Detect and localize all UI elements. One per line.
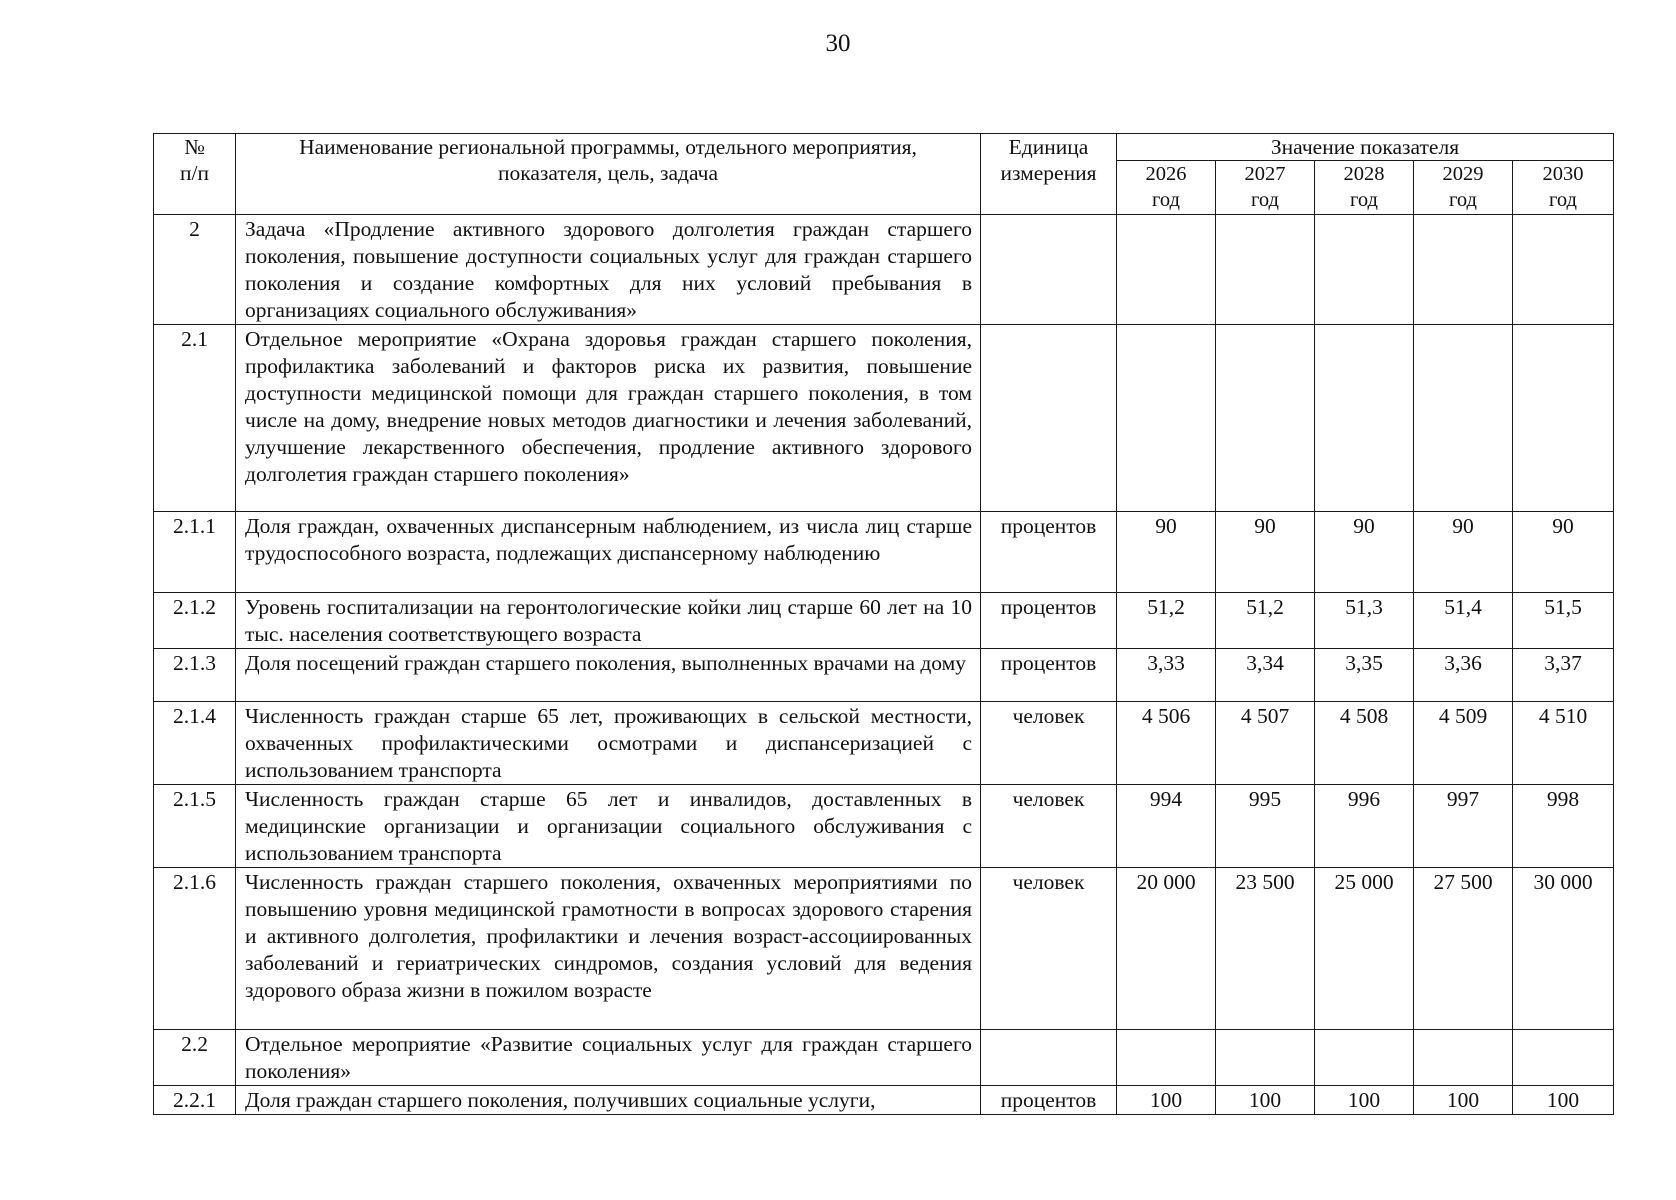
row-name: Доля посещений граждан старшего поколения, выполненных врачами на дому xyxy=(236,649,981,702)
row-value-2029 xyxy=(1414,215,1513,325)
header-num-line1: № xyxy=(184,135,205,159)
header-unit-line2: измерения xyxy=(1000,161,1097,185)
header-unit-line1: Единица xyxy=(1008,135,1089,159)
row-unit xyxy=(981,1030,1117,1086)
row-value-2029 xyxy=(1414,1030,1513,1086)
header-year-1 xyxy=(1216,161,1315,215)
row-value-2026: 3,33 xyxy=(1117,649,1216,702)
header-year-value: 2027 xyxy=(1244,163,1286,185)
header-year-suffix: год xyxy=(1449,189,1477,211)
header-year-value: 2029 xyxy=(1442,163,1484,185)
row-name: Численность граждан старше 65 лет, проживающих в сельской местности, охваченных профилактическими осмотрами и диспансеризацией с использованием транспорта xyxy=(236,702,981,785)
row-value-2026: 20 000 xyxy=(1117,868,1216,1030)
row-unit xyxy=(981,325,1117,512)
header-year-4 xyxy=(1513,161,1614,215)
header-year-suffix: год xyxy=(1350,189,1378,211)
row-value-2027: 90 xyxy=(1216,512,1315,593)
row-value-2028: 90 xyxy=(1315,512,1414,593)
row-value-2026: 4 506 xyxy=(1117,702,1216,785)
row-value-2027: 3,34 xyxy=(1216,649,1315,702)
row-value-2027: 23 500 xyxy=(1216,868,1315,1030)
table-row xyxy=(154,512,1614,593)
header-year-2 xyxy=(1315,161,1414,215)
row-value-2030 xyxy=(1513,1030,1614,1086)
row-value-2029: 3,36 xyxy=(1414,649,1513,702)
table-row xyxy=(154,785,1614,868)
row-unit xyxy=(981,215,1117,325)
row-value-2026: 994 xyxy=(1117,785,1216,868)
table-body xyxy=(154,215,1614,1115)
header-num xyxy=(154,134,236,215)
row-value-2028: 3,35 xyxy=(1315,649,1414,702)
table-row xyxy=(154,593,1614,649)
row-unit: человек xyxy=(981,702,1117,785)
row-value-2028 xyxy=(1315,325,1414,512)
row-value-2028: 51,3 xyxy=(1315,593,1414,649)
row-value-2029: 997 xyxy=(1414,785,1513,868)
header-year-suffix: год xyxy=(1549,189,1577,211)
header-year-value: 2030 xyxy=(1542,163,1584,185)
row-unit: процентов xyxy=(981,1086,1117,1115)
row-number: 2.1.6 xyxy=(154,868,236,1030)
indicators-table xyxy=(153,133,1614,1115)
row-value-2029: 4 509 xyxy=(1414,702,1513,785)
header-year-suffix: год xyxy=(1251,189,1279,211)
table-header xyxy=(154,134,1614,215)
row-name: Отдельное мероприятие «Развитие социальных услуг для граждан старшего поколения» xyxy=(236,1030,981,1086)
row-value-2028: 4 508 xyxy=(1315,702,1414,785)
row-unit: процентов xyxy=(981,649,1117,702)
header-name-text: Наименование региональной программы, отдельного мероприятия, показателя, цель, задача xyxy=(299,135,917,185)
row-value-2028 xyxy=(1315,215,1414,325)
row-name: Численность граждан старше 65 лет и инвалидов, доставленных в медицинские организации и организации социального обслуживания с использованием транспорта xyxy=(236,785,981,868)
header-year-0 xyxy=(1117,161,1216,215)
row-number: 2.1.3 xyxy=(154,649,236,702)
table-row xyxy=(154,702,1614,785)
row-number: 2.2.1 xyxy=(154,1086,236,1115)
row-value-2029: 90 xyxy=(1414,512,1513,593)
row-value-2026 xyxy=(1117,1030,1216,1086)
row-value-2028: 100 xyxy=(1315,1086,1414,1115)
row-name: Доля граждан, охваченных диспансерным наблюдением, из числа лиц старше трудоспособного возраста, подлежащих диспансерному наблюдению xyxy=(236,512,981,593)
row-name: Доля граждан старшего поколения, получивших социальные услуги, xyxy=(236,1086,981,1115)
table-row xyxy=(154,868,1614,1030)
row-value-2027: 995 xyxy=(1216,785,1315,868)
row-number: 2.1.4 xyxy=(154,702,236,785)
row-value-2029: 51,4 xyxy=(1414,593,1513,649)
row-number: 2.1 xyxy=(154,325,236,512)
row-unit: процентов xyxy=(981,593,1117,649)
row-value-2030: 3,37 xyxy=(1513,649,1614,702)
row-number: 2.2 xyxy=(154,1030,236,1086)
row-value-2029: 100 xyxy=(1414,1086,1513,1115)
row-value-2030 xyxy=(1513,215,1614,325)
row-value-2027: 51,2 xyxy=(1216,593,1315,649)
row-unit: процентов xyxy=(981,512,1117,593)
row-value-2026 xyxy=(1117,215,1216,325)
row-value-2030: 100 xyxy=(1513,1086,1614,1115)
row-value-2030 xyxy=(1513,325,1614,512)
row-value-2030: 4 510 xyxy=(1513,702,1614,785)
page-number: 30 xyxy=(825,30,851,57)
row-value-2027 xyxy=(1216,215,1315,325)
table-row xyxy=(154,325,1614,512)
header-name xyxy=(236,134,981,215)
row-value-2028 xyxy=(1315,1030,1414,1086)
row-value-2028: 996 xyxy=(1315,785,1414,868)
header-unit xyxy=(981,134,1117,215)
row-value-2026: 100 xyxy=(1117,1086,1216,1115)
row-name: Численность граждан старшего поколения, охваченных мероприятиями по повышению уровня медицинской грамотности в вопросах здорового старения и активного долголетия, профилактики и лечения возраст-ассоциированных заболеваний и гериатрических синдромов, создания условий для ведения здорового образа жизни в пожилом возрасте xyxy=(236,868,981,1030)
header-values-group: Значение показателя xyxy=(1117,134,1614,161)
row-number: 2 xyxy=(154,215,236,325)
row-value-2027 xyxy=(1216,325,1315,512)
row-value-2030: 998 xyxy=(1513,785,1614,868)
table-row xyxy=(154,649,1614,702)
table-row xyxy=(154,1030,1614,1086)
row-value-2029 xyxy=(1414,325,1513,512)
row-number: 2.1.5 xyxy=(154,785,236,868)
row-name: Уровень госпитализации на геронтологические койки лиц старше 60 лет на 10 тыс. населения соответствующего возраста xyxy=(236,593,981,649)
row-name: Отдельное мероприятие «Охрана здоровья граждан старшего поколения, профилактика заболеваний и факторов риска их развития, повышение доступности медицинской помощи для граждан старшего поколения, в том числе на дому, внедрение новых методов диагностики и лечения заболеваний, улучшение лекарственного обеспечения, продление активного здорового долголетия граждан старшего поколения» xyxy=(236,325,981,512)
header-year-value: 2026 xyxy=(1145,163,1187,185)
header-year-value: 2028 xyxy=(1343,163,1385,185)
header-year-suffix: год xyxy=(1152,189,1180,211)
row-value-2029: 27 500 xyxy=(1414,868,1513,1030)
row-unit: человек xyxy=(981,785,1117,868)
row-name: Задача «Продление активного здорового долголетия граждан старшего поколения, повышение доступности социальных услуг для граждан старшего поколения и создание комфортных для них условий пребывания в организациях социального обслуживания» xyxy=(236,215,981,325)
table-row xyxy=(154,215,1614,325)
row-number: 2.1.1 xyxy=(154,512,236,593)
row-number: 2.1.2 xyxy=(154,593,236,649)
row-value-2028: 25 000 xyxy=(1315,868,1414,1030)
row-value-2026: 90 xyxy=(1117,512,1216,593)
row-value-2026: 51,2 xyxy=(1117,593,1216,649)
row-value-2030: 90 xyxy=(1513,512,1614,593)
table-row xyxy=(154,1086,1614,1115)
row-value-2027: 4 507 xyxy=(1216,702,1315,785)
row-value-2030: 51,5 xyxy=(1513,593,1614,649)
row-value-2026 xyxy=(1117,325,1216,512)
row-value-2027: 100 xyxy=(1216,1086,1315,1115)
row-unit: человек xyxy=(981,868,1117,1030)
row-value-2027 xyxy=(1216,1030,1315,1086)
header-num-line2: п/п xyxy=(180,161,209,185)
row-value-2030: 30 000 xyxy=(1513,868,1614,1030)
header-year-3 xyxy=(1414,161,1513,215)
